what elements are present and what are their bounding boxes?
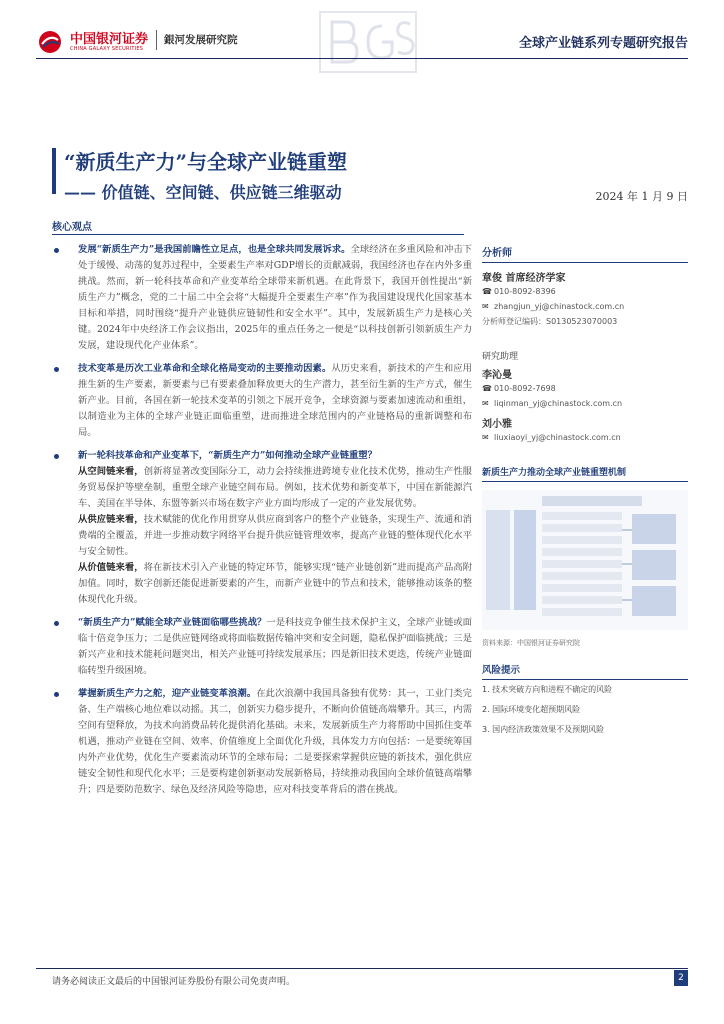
key-point-lead: 发展“新质生产力”是我国前瞻性立足点，也是全球共同发展诉求。 (78, 244, 351, 255)
mechanism-diagram (482, 490, 688, 630)
risk-item: 2. 国际环境变化超预期风险 (482, 705, 581, 714)
key-point (52, 361, 472, 441)
sidebar (482, 242, 688, 740)
risk-item: 3. 国内经济政策效果不及预期风险 (482, 725, 605, 734)
watermark-logo-icon (318, 10, 418, 74)
phone-icon: ☎ (482, 384, 492, 393)
title-accent-bar (52, 148, 56, 194)
analyst-email[interactable] (482, 299, 688, 314)
assistant-email[interactable] (482, 396, 688, 411)
assistant-phone-value: 010-8092-7698 (494, 384, 556, 393)
key-point-body: 从历史来看，新技术的产生和应用推生新的生产要素，新要素与已有要素叠加释放更大的生产潜力，甚至衍生新的生产方式，催生新产业。目前，各国在新一轮技术变革的引领之下展开竞争，全球资源与要素加速流动和重组，以制造业为主体的全球产业链正面临重塑，进而推进全球范围内的产业链格局的重新调整和布局。 (78, 363, 472, 438)
page-header (0, 0, 724, 80)
spacer (482, 329, 688, 343)
sub-point-body: 技术赋能的优化作用贯穿从供应商到客户的整个产业链条，实现生产、流通和消费端的全覆盖，并进一步推动数字网络平台提升供应链管理效率，提高产业链的整体现代化水平与安全韧性。 (78, 514, 472, 557)
sub-point (78, 464, 472, 512)
logo-divider (156, 30, 157, 50)
email-icon: ✉ (482, 399, 489, 408)
report-date: 2024 年 1 月 9 日 (595, 190, 688, 203)
analyst-phone (482, 284, 688, 299)
key-point (52, 242, 472, 354)
sub-point-lead: 从价值链来看， (78, 562, 144, 573)
key-point-lead: “新质生产力”赋能全球产业链面临哪些挑战？ (78, 617, 267, 628)
sub-point-lead: 从供应链来看， (78, 514, 144, 525)
assistant-email-value[interactable]: liuxiaoyi_yj@chinastock.com.cn (494, 433, 621, 442)
key-point-body: 一是科技竞争催生技术保护主义，全球产业链或面临十倍竞争压力；二是供应链网络或将面临数据传输冲突和安全问题，隐私保护面临挑战；三是新兴产业和技术能耗问题突出，相关产业链可持续发展承压；四是新旧技术更迭，传统产业链面临转型升级困境。 (78, 617, 472, 676)
bullet-icon (54, 248, 59, 253)
key-point-lead: 技术变革是历次工业革命和全球化格局变动的主要推动因素。 (78, 363, 332, 374)
assistant-name: 刘小雅 (482, 419, 512, 430)
phone-icon: ☎ (482, 287, 492, 296)
assistant-heading: 研究助理 (482, 352, 519, 362)
footer-divider (36, 968, 688, 969)
risk-heading: 风险提示 (482, 662, 688, 680)
institute-name: 銀河发展研究院 (164, 34, 238, 46)
bullet-icon (54, 367, 59, 372)
core-views-divider (52, 234, 464, 235)
assistant-name: 李沁曼 (482, 370, 512, 381)
risk-item: 1. 技术突破方向和进程不确定的风险 (482, 685, 613, 694)
footer-disclaimer: 请务必阅读正文最后的中国银河证券股份有限公司免责声明。 (52, 977, 296, 987)
galaxy-logo-icon (38, 30, 62, 54)
brand-name: 中国银河证券 (70, 32, 149, 47)
sub-point (78, 512, 472, 560)
header-divider (36, 58, 688, 59)
key-point (52, 448, 472, 608)
bullet-icon (54, 692, 59, 697)
assistant-phone (482, 381, 688, 396)
report-series-title: 全球产业链系列专题研究报告 (518, 36, 688, 51)
key-point-body: 在此次浪潮中我国具备独有优势：其一，工业门类完备、生产端核心地位难以动摇。其二，创新实力稳步提升，不断向价值链高端攀升。其三，内需空间有望释放，为技术向消费品转化提供消化基础。未来，发展新质生产力将帮助中国抓住变革机遇，推动产业链在空间、效率、价值维度上全面优化升级，具体发力方向包括：一是要统筹国内外产业优势，优化生产要素流动环节的全球布局；二是要探索掌握供应链的新技术，强化供应链安全韧性和现代化水平；三是要构建创新驱动发展新格局，持续推动我国向全球价值链高端攀升；四是要防范数字、绿色及经济风险等隐患，应对科技变革背后的潜在挑战。 (78, 688, 472, 795)
figure-source: 资料来源：中国银河证券研究院 (482, 639, 580, 647)
key-point-lead: 掌握新质生产力之舵，迎产业链变革浪潮。 (78, 688, 257, 699)
analyst-cert: 分析师登记编码：S0130523070003 (482, 317, 618, 326)
brand-name-en: CHINA GALAXY SECURITIES (70, 46, 144, 52)
email-icon: ✉ (482, 433, 489, 442)
bullet-icon (54, 454, 59, 459)
key-point-body: 全球经济在多重风险和冲击下处于缓慢、动荡的复苏过程中，全要素生产率对GDP增长的贡献减弱，我国经济也存在内外多重挑战。然而，新一轮科技革命和产业变革给全球带来新机遇。在此背景下，我国开创性提出“新质生产力”概念，党的二十届二中全会将“大幅提升全要素生产率”作为我国建设现代化国家基本目标和举措，同时围绕“提升产业链供应链韧性和安全水平”。其中，发展新质生产力是核心关键。2024年中央经济工作会议指出，2025年的重点任务之一便是“以科技创新引领新质生产力发展，建设现代化产业体系”。 (78, 244, 472, 351)
key-point-lead: 新一轮科技革命和产业变革下，“新质生产力”如何推动全球产业链重塑？ (78, 450, 377, 461)
sub-point-body: 将在新技术引入产业链的特定环节，能够实现“链产业链创新”进而提高产品高附加值。同时，数字创新还能促进新要素的产生，而新产业链中的节点和技术，能够推动该条的整体现代化升级。 (78, 562, 472, 605)
assistant-email[interactable] (482, 430, 688, 445)
core-views-body (52, 242, 472, 805)
sub-point-body: 创新将显著改变国际分工，动力会持续推进跨境专业化技术优势，推动生产性服务贸易保护等壁垒制，重塑全球产业链空间布局。例如，技术优势和新变革下，中国在新能源汽车、美国在半导体、东盟等新兴市场在数字产业方面均形成了一定的产业发展优势。 (78, 466, 472, 509)
analyst-phone-value: 010-8092-8396 (494, 287, 556, 296)
figure-title: 新质生产力推动全球产业链重塑机制 (482, 465, 688, 482)
report-title: “新质生产力”与全球产业链重塑 (64, 150, 348, 174)
report-subtitle: —— 价值链、空间链、供应链三维驱动 (64, 183, 342, 202)
analyst-heading: 分析师 (482, 242, 688, 263)
analyst-name: 章俊 首席经济学家 (482, 273, 566, 284)
email-icon: ✉ (482, 302, 489, 311)
analyst-email-value[interactable]: zhangjun_yj@chinastock.com.cn (494, 302, 625, 311)
key-point (52, 686, 472, 798)
sub-point (78, 560, 472, 608)
sub-point-lead: 从空间链来看， (78, 466, 144, 477)
page-number: 2 (674, 970, 688, 986)
core-views-heading: 核心观点 (52, 222, 92, 233)
bullet-icon (54, 621, 59, 626)
key-point (52, 615, 472, 679)
assistant-email-value[interactable]: liqinman_yj@chinastock.com.cn (494, 399, 623, 408)
